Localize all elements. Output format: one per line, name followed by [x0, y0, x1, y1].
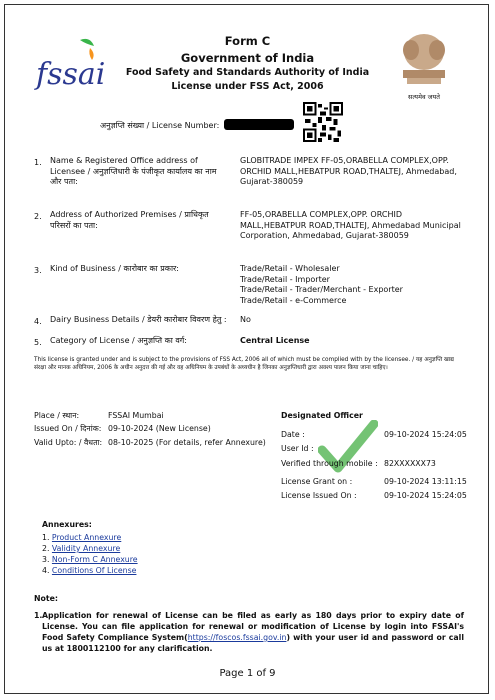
product-annexure-link[interactable]: Product Annexure: [51, 533, 122, 542]
foscos-link[interactable]: https://foscos.fssai.gov.in: [187, 633, 287, 642]
item-label: Address of Authorized Premises / प्राधिकृत परिसरों का पता:: [50, 210, 209, 230]
place-value: FSSAI Mumbai: [108, 411, 164, 420]
annexure-item: 2. Validity Annexure: [42, 544, 121, 553]
designated-officer-heading: Designated Officer: [281, 411, 363, 420]
item-number: 3.: [34, 266, 42, 275]
item-number: 1.: [34, 158, 42, 167]
item-value: No: [240, 315, 251, 324]
annexure-item: 4. Conditions Of License: [42, 566, 137, 575]
license-disclaimer: This license is granted under and is subject to the provisions of FSS Act, 2006 all of which must be complied with by the licensee. / यह अनुज्ञप्ति खाद्य संरक्षा और मानक अधिनियम, 2006 के अधीन अनुदत्त की गई और वह अधिनियम के उपबंधों के अध्यधीन है जिनका अनुज्ञप्तिधारी द्वारा अवश्य पालन किया जाना चाहिए।: [34, 357, 454, 371]
qr-code-icon: [303, 102, 343, 142]
item-number: 2.: [34, 212, 42, 221]
page-number: Page 1 of 9: [219, 668, 276, 679]
note-text: Application for renewal of License can be filed as early as 180 days prior to expiry date of License. You can file application for renewal or modification of License by login into FSSAI's Food Safety Compliance System(https://foscos.fssai.gov.in) with your user id and password or call us at 1800112100 for any clarification.: [42, 611, 464, 653]
officer-date-value: 09-10-2024 15:24:05: [384, 430, 467, 439]
government-title: Government of India: [180, 51, 315, 65]
issued-on-value: 09-10-2024 (New License): [108, 424, 211, 433]
verified-mobile-label: Verified through mobile :: [281, 459, 378, 468]
item-value: GLOBITRADE IMPEX FF-05,ORABELLA COMPLEX,OPP. ORCHID MALL,HEBATPUR ROAD,THALTEJ, Ahmedabad, Gujarat-380059: [240, 156, 457, 186]
item-label: Kind of Business / कारोबार का प्रकार:: [50, 264, 179, 273]
business-kind-item: Trade/Retail - e-Commerce: [240, 295, 347, 305]
valid-upto-value: 08-10-2025 (For details, refer Annexure): [108, 438, 266, 447]
emblem-motto: सत्यमेव जयते: [408, 93, 440, 101]
annexure-item: 3. Non-Form C Annexure: [42, 555, 138, 564]
place-label: Place / स्थान:: [34, 411, 80, 420]
license-issued-label: License Issued On :: [281, 491, 357, 500]
item-label: Category of License / अनुज्ञप्ति का वर्ग:: [50, 336, 188, 345]
annexure-item: 1. Product Annexure: [42, 533, 122, 542]
license-number-label: अनुज्ञप्ति संख्या / License Number:: [100, 121, 220, 130]
business-kind-item: Trade/Retail - Importer: [240, 274, 330, 284]
item-value: FF-05,ORABELLA COMPLEX,OPP. ORCHID MALL,HEBATPUR ROAD,THALTEJ, Ahmedabad Municipal Corporation, Ahmedabad, Gujarat-380059: [240, 210, 461, 240]
item-number: 4.: [34, 317, 42, 326]
license-grant-value: 09-10-2024 13:11:15: [384, 477, 467, 486]
business-kind-item: Trade/Retail - Wholesaler: [240, 264, 340, 273]
note-heading: Note:: [34, 594, 59, 603]
note-number: 1.: [34, 611, 43, 620]
license-issued-value: 09-10-2024 15:24:05: [384, 491, 467, 500]
valid-upto-label: Valid Upto: / वैधता:: [34, 438, 103, 447]
issued-on-label: Issued On / दिनांक:: [34, 424, 102, 433]
officer-user-id-label: User Id :: [281, 444, 314, 453]
annexures-heading: Annexures:: [42, 520, 92, 529]
authority-title: Food Safety and Standards Authority of India: [125, 67, 370, 78]
act-title: License under FSS Act, 2006: [171, 81, 324, 92]
license-grant-label: License Grant on :: [281, 477, 353, 486]
redacted-license-number: [224, 119, 294, 130]
item-label: Name & Registered Office address of Licensee / अनुज्ञप्तिधारी के पंजीकृत कार्यालय का नाम और पता:: [50, 156, 217, 186]
item-number: 5.: [34, 338, 42, 347]
item-value: Central License: [240, 336, 310, 345]
conditions-of-license-link[interactable]: Conditions Of License: [51, 566, 137, 575]
annexure-list: [42, 532, 138, 576]
business-kind-list: [240, 264, 470, 306]
verified-mobile-value: 82XXXXXX73: [384, 459, 436, 468]
officer-date-label: Date :: [281, 430, 305, 439]
validity-annexure-link[interactable]: Validity Annexure: [51, 544, 121, 553]
item-label: Dairy Business Details / डेयरी कारोबार विवरण हेतु :: [50, 315, 227, 324]
national-emblem: [393, 30, 455, 102]
svg-text:fssai: fssai: [36, 57, 106, 92]
page-border: [4, 4, 489, 694]
form-title: Form C: [224, 34, 271, 48]
business-kind-item: Trade/Retail - Trader/Merchant - Exporter: [240, 285, 403, 294]
non-form-c-annexure-link[interactable]: Non-Form C Annexure: [51, 555, 138, 564]
